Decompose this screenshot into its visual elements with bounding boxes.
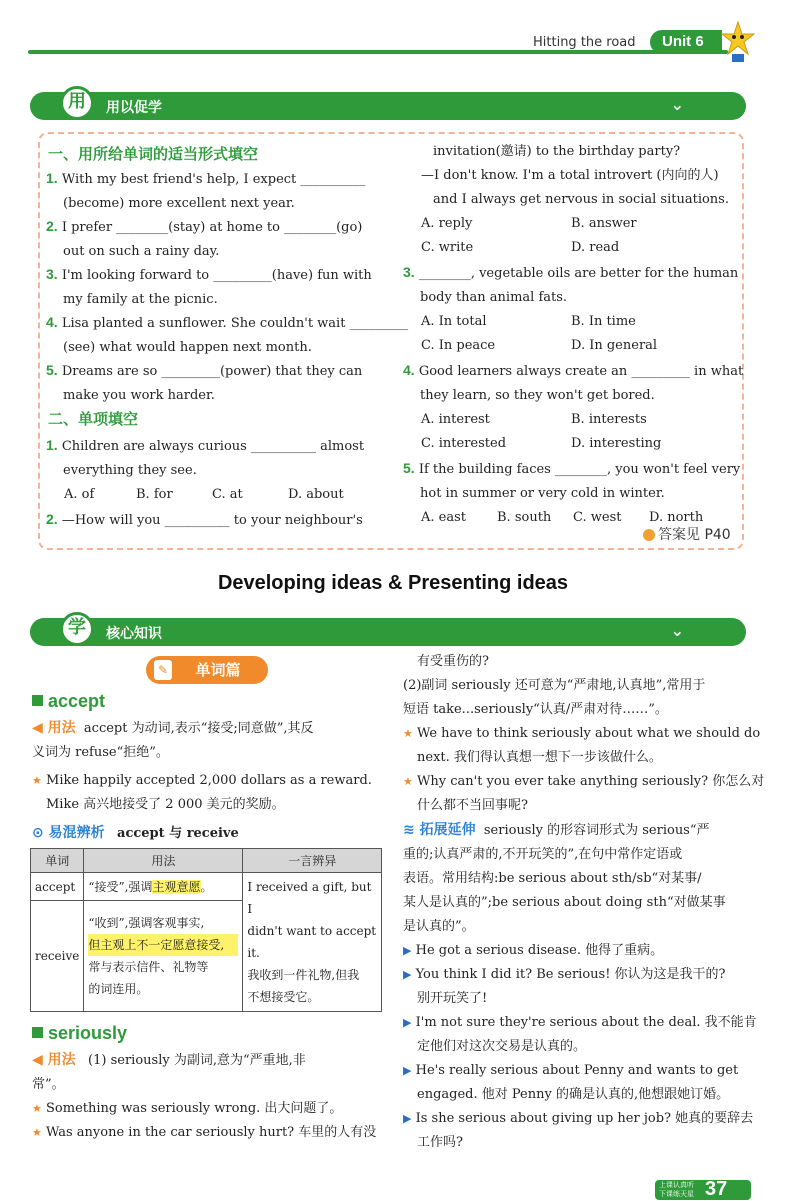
- chevron-down-icon[interactable]: ⌄: [670, 95, 684, 114]
- usage-tag: ◀ 用法: [32, 720, 76, 736]
- text-line: (2)副词 seriously 还可意为“严肃地,认真地”,常用于: [403, 678, 706, 693]
- option[interactable]: D. north: [649, 510, 704, 525]
- extend-text: 某人是认真的”;be serious about doing sth“对做某事: [403, 895, 726, 910]
- option[interactable]: C. at: [212, 487, 243, 502]
- table-cell: accept: [31, 873, 84, 901]
- section-title: 用以促学: [106, 100, 162, 116]
- item-text: out on such a rainy day.: [63, 244, 220, 259]
- item-text: Lisa planted a sunflower. She couldn't wait _________: [61, 316, 409, 331]
- item-text: With my best friend's help, I expect __________: [61, 172, 366, 187]
- usage-text: accept 为动词,表示“接受;同意做”,其反: [83, 721, 314, 736]
- vocab-heading-seriously: [32, 1023, 127, 1044]
- item-text: my family at the picnic.: [63, 292, 218, 307]
- page-footer: [655, 1180, 751, 1200]
- triangle-bullet-icon: ▶: [403, 1112, 412, 1125]
- option[interactable]: A. In total: [421, 314, 487, 329]
- options-row: [403, 408, 739, 432]
- item-text: Dreams are so _________(power) that they can: [61, 364, 363, 379]
- confusion-tag: ⊙ 易混辨析: [32, 825, 105, 841]
- confusion-title: accept 与 receive: [117, 826, 239, 841]
- triangle-bullet-icon: ▶: [403, 944, 412, 957]
- item-number: 3.: [403, 264, 415, 280]
- section-icon: 用: [60, 86, 94, 120]
- chapter-title: Hitting the road: [533, 35, 636, 50]
- page-title: Developing ideas & Presenting ideas: [217, 572, 569, 594]
- triangle-bullet-icon: ▶: [403, 968, 412, 981]
- section-bar-practice[interactable]: [30, 92, 746, 120]
- chevron-down-icon[interactable]: ⌄: [670, 621, 684, 640]
- exercise1-title: 一、用所给单词的适当形式填空: [48, 145, 259, 163]
- word-section-badge: [146, 656, 268, 684]
- table-note-cell: [243, 873, 382, 1012]
- example: 别开玩笑了!: [417, 991, 488, 1006]
- example: 定他们对这次交易是认真的。: [417, 1039, 587, 1054]
- item-number: 3.: [46, 266, 58, 282]
- options-row: [403, 432, 739, 456]
- note-line: I received a gift, but I: [247, 880, 372, 916]
- section-title: 核心知识: [106, 626, 162, 642]
- item-text: If the building faces ________, you won't feel very: [418, 462, 741, 477]
- exercise1-list: [46, 166, 409, 406]
- item-number: 5.: [403, 460, 415, 476]
- option[interactable]: B. interests: [571, 412, 647, 427]
- example-cn: Mike 高兴地接受了 2 000 美元的奖励。: [46, 797, 285, 812]
- page-number: 37: [705, 1178, 728, 1200]
- star-bullet-icon: ★: [32, 1102, 42, 1115]
- item-text: everything they see.: [63, 463, 197, 478]
- example: He's really serious about Penny and wants to get: [415, 1063, 739, 1078]
- item-text: Good learners always create an _________ in what: [418, 364, 744, 379]
- example: Was anyone in the car seriously hurt? 车里的人有没: [46, 1125, 377, 1140]
- item-number: 4.: [403, 362, 415, 378]
- item-number: 1.: [46, 437, 58, 453]
- item-number: 4.: [46, 314, 58, 330]
- option[interactable]: A. interest: [421, 412, 490, 427]
- example: next. 我们得认真想一想下一步该做什么。: [417, 750, 662, 765]
- text-line: 短语 take...seriously“认真/严肃对待……”。: [403, 702, 668, 717]
- exercise2-left: [46, 433, 380, 533]
- option[interactable]: A. of: [64, 487, 95, 502]
- option[interactable]: C. interested: [421, 436, 507, 451]
- seriously-right-column: [403, 650, 765, 1155]
- item-text: (become) more excellent next year.: [63, 196, 295, 211]
- option[interactable]: D. read: [571, 240, 620, 255]
- options-row: [403, 310, 739, 334]
- extend-text: 表语。常用结构:be serious about sth/sb“对某事/: [403, 871, 702, 886]
- badge-label: 单词篇: [195, 661, 241, 679]
- item-text: —I don't know. I'm a total introvert (内向的人): [421, 168, 719, 183]
- answer-reference[interactable]: [643, 524, 731, 544]
- extend-text: 是认真的”。: [403, 919, 475, 934]
- item-text: ________, vegetable oils are better for the human: [418, 266, 739, 281]
- comparison-table: [30, 848, 382, 1012]
- usage-text: 常”。: [32, 1077, 65, 1092]
- item-number: 1.: [46, 170, 58, 186]
- option[interactable]: C. west: [573, 510, 622, 525]
- pencil-note-icon: ✎: [154, 660, 172, 680]
- star-bullet-icon: ★: [32, 774, 42, 787]
- options-row: [403, 212, 739, 236]
- star-bullet-icon: ★: [403, 775, 413, 788]
- location-pin-icon: [643, 529, 655, 541]
- section-bar-core-knowledge[interactable]: [30, 618, 746, 646]
- item-number: 2.: [46, 218, 58, 234]
- option[interactable]: B. In time: [571, 314, 636, 329]
- options-row: [403, 334, 739, 358]
- option[interactable]: D. about: [288, 487, 344, 502]
- option[interactable]: D. interesting: [571, 436, 662, 451]
- text-line: 有受重伤的?: [417, 654, 489, 669]
- example: We have to think seriously about what we should do: [417, 726, 761, 741]
- extend-tag: ≋ 拓展延伸: [403, 822, 476, 838]
- example: Why can't you ever take anything seriously? 你怎么对: [417, 774, 765, 789]
- item-text: they learn, so they won't get bored.: [420, 388, 655, 403]
- item-text: I prefer ________(stay) at home to ________(go): [61, 220, 363, 235]
- example: You think I did it? Be serious! 你认为这是我干的?: [415, 967, 726, 982]
- accept-usage: [32, 716, 384, 846]
- option[interactable]: A. east: [421, 510, 466, 525]
- example: 工作吗?: [417, 1135, 463, 1150]
- extend-text: seriously 的形容词形式为 serious“严: [483, 823, 710, 838]
- example: Something was seriously wrong. 出大问题了。: [46, 1101, 343, 1116]
- extend-text: 重的;认真严肃的,不开玩笑的”,在句中常作定语或: [403, 847, 683, 862]
- item-text: (see) what would happen next month.: [63, 340, 312, 355]
- list-item: [46, 358, 380, 406]
- note-line: 我收到一件礼物,但我: [247, 968, 360, 982]
- seriously-usage: [32, 1048, 384, 1145]
- option[interactable]: B. for: [136, 487, 173, 502]
- example-en: Mike happily accepted 2,000 dollars as a reward.: [46, 773, 372, 788]
- star-mascot-icon: [720, 20, 756, 64]
- note-line: didn't want to accept it.: [247, 924, 377, 960]
- triangle-bullet-icon: ▶: [403, 1064, 412, 1077]
- usage-text: (1) seriously 为副词,意为“严重地,非: [88, 1053, 306, 1068]
- item-number: 5.: [46, 362, 58, 378]
- option[interactable]: D. In general: [571, 338, 658, 353]
- item-text: I'm looking forward to _________(have) fun with: [61, 268, 372, 283]
- item-text: body than animal fats.: [420, 290, 568, 305]
- option[interactable]: A. reply: [421, 216, 473, 231]
- usage-tag: ◀ 用法: [32, 1052, 76, 1068]
- section-icon: 学: [60, 612, 94, 646]
- exercise2-title: 二、单项填空: [48, 410, 139, 428]
- table-header: 一言辨异: [243, 849, 382, 873]
- option[interactable]: B. south: [497, 510, 552, 525]
- vocab-word: seriously: [48, 1023, 128, 1043]
- usage-text: 义词为 refuse“拒绝”。: [32, 745, 169, 760]
- example: I'm not sure they're serious about the deal. 我不能肯: [415, 1015, 757, 1030]
- item-text: hot in summer or very cold in winter.: [420, 486, 665, 501]
- options-row: [46, 483, 380, 507]
- vocab-word: accept: [48, 691, 106, 711]
- list-item: [46, 310, 409, 358]
- item-text: make you work harder.: [63, 388, 215, 403]
- exercise2-right: [403, 140, 744, 530]
- star-bullet-icon: ★: [32, 1126, 42, 1139]
- example: 什么都不当回事呢?: [417, 798, 528, 813]
- option[interactable]: C. write: [421, 240, 474, 255]
- list-item: [46, 262, 380, 310]
- item-text: and I always get nervous in social situations.: [433, 192, 729, 207]
- header-rule: [28, 50, 728, 54]
- triangle-bullet-icon: ▶: [403, 1016, 412, 1029]
- vocab-heading-accept: [32, 691, 105, 712]
- example: He got a serious disease. 他得了重病。: [415, 943, 664, 958]
- table-row: [31, 873, 382, 901]
- table-header: 单词: [31, 849, 84, 873]
- list-item: [46, 166, 380, 214]
- item-text: invitation(邀请) to the birthday party?: [433, 144, 681, 159]
- item-number: 2.: [46, 511, 58, 527]
- example: engaged. 他对 Penny 的确是认真的,他想跟她订婚。: [417, 1087, 730, 1102]
- table-cell: receive: [31, 901, 84, 1012]
- footer-note: 上课认真听 下课练天星: [659, 1181, 694, 1198]
- option[interactable]: C. In peace: [421, 338, 496, 353]
- unit-badge: Unit 6: [650, 30, 722, 54]
- item-text: —How will you __________ to your neighbour's: [61, 513, 363, 528]
- option[interactable]: B. answer: [571, 216, 637, 231]
- example: Is she serious about giving up her job? 她真的要辞去: [415, 1111, 754, 1126]
- options-row: [403, 236, 739, 260]
- star-bullet-icon: ★: [403, 727, 413, 740]
- note-line: 不想接受它。: [247, 990, 320, 1004]
- table-cell: “接受”,强调主观意愿。: [84, 873, 243, 901]
- answer-ref-text: 答案见 P40: [658, 527, 731, 543]
- table-header: 用法: [84, 849, 243, 873]
- item-text: Children are always curious __________ almost: [61, 439, 365, 454]
- list-item: [46, 214, 380, 262]
- table-cell: “收到”,强调客观事实, 但主观上不一定愿意接受, 常与表示信件、礼物等 的词连用。: [84, 901, 243, 1012]
